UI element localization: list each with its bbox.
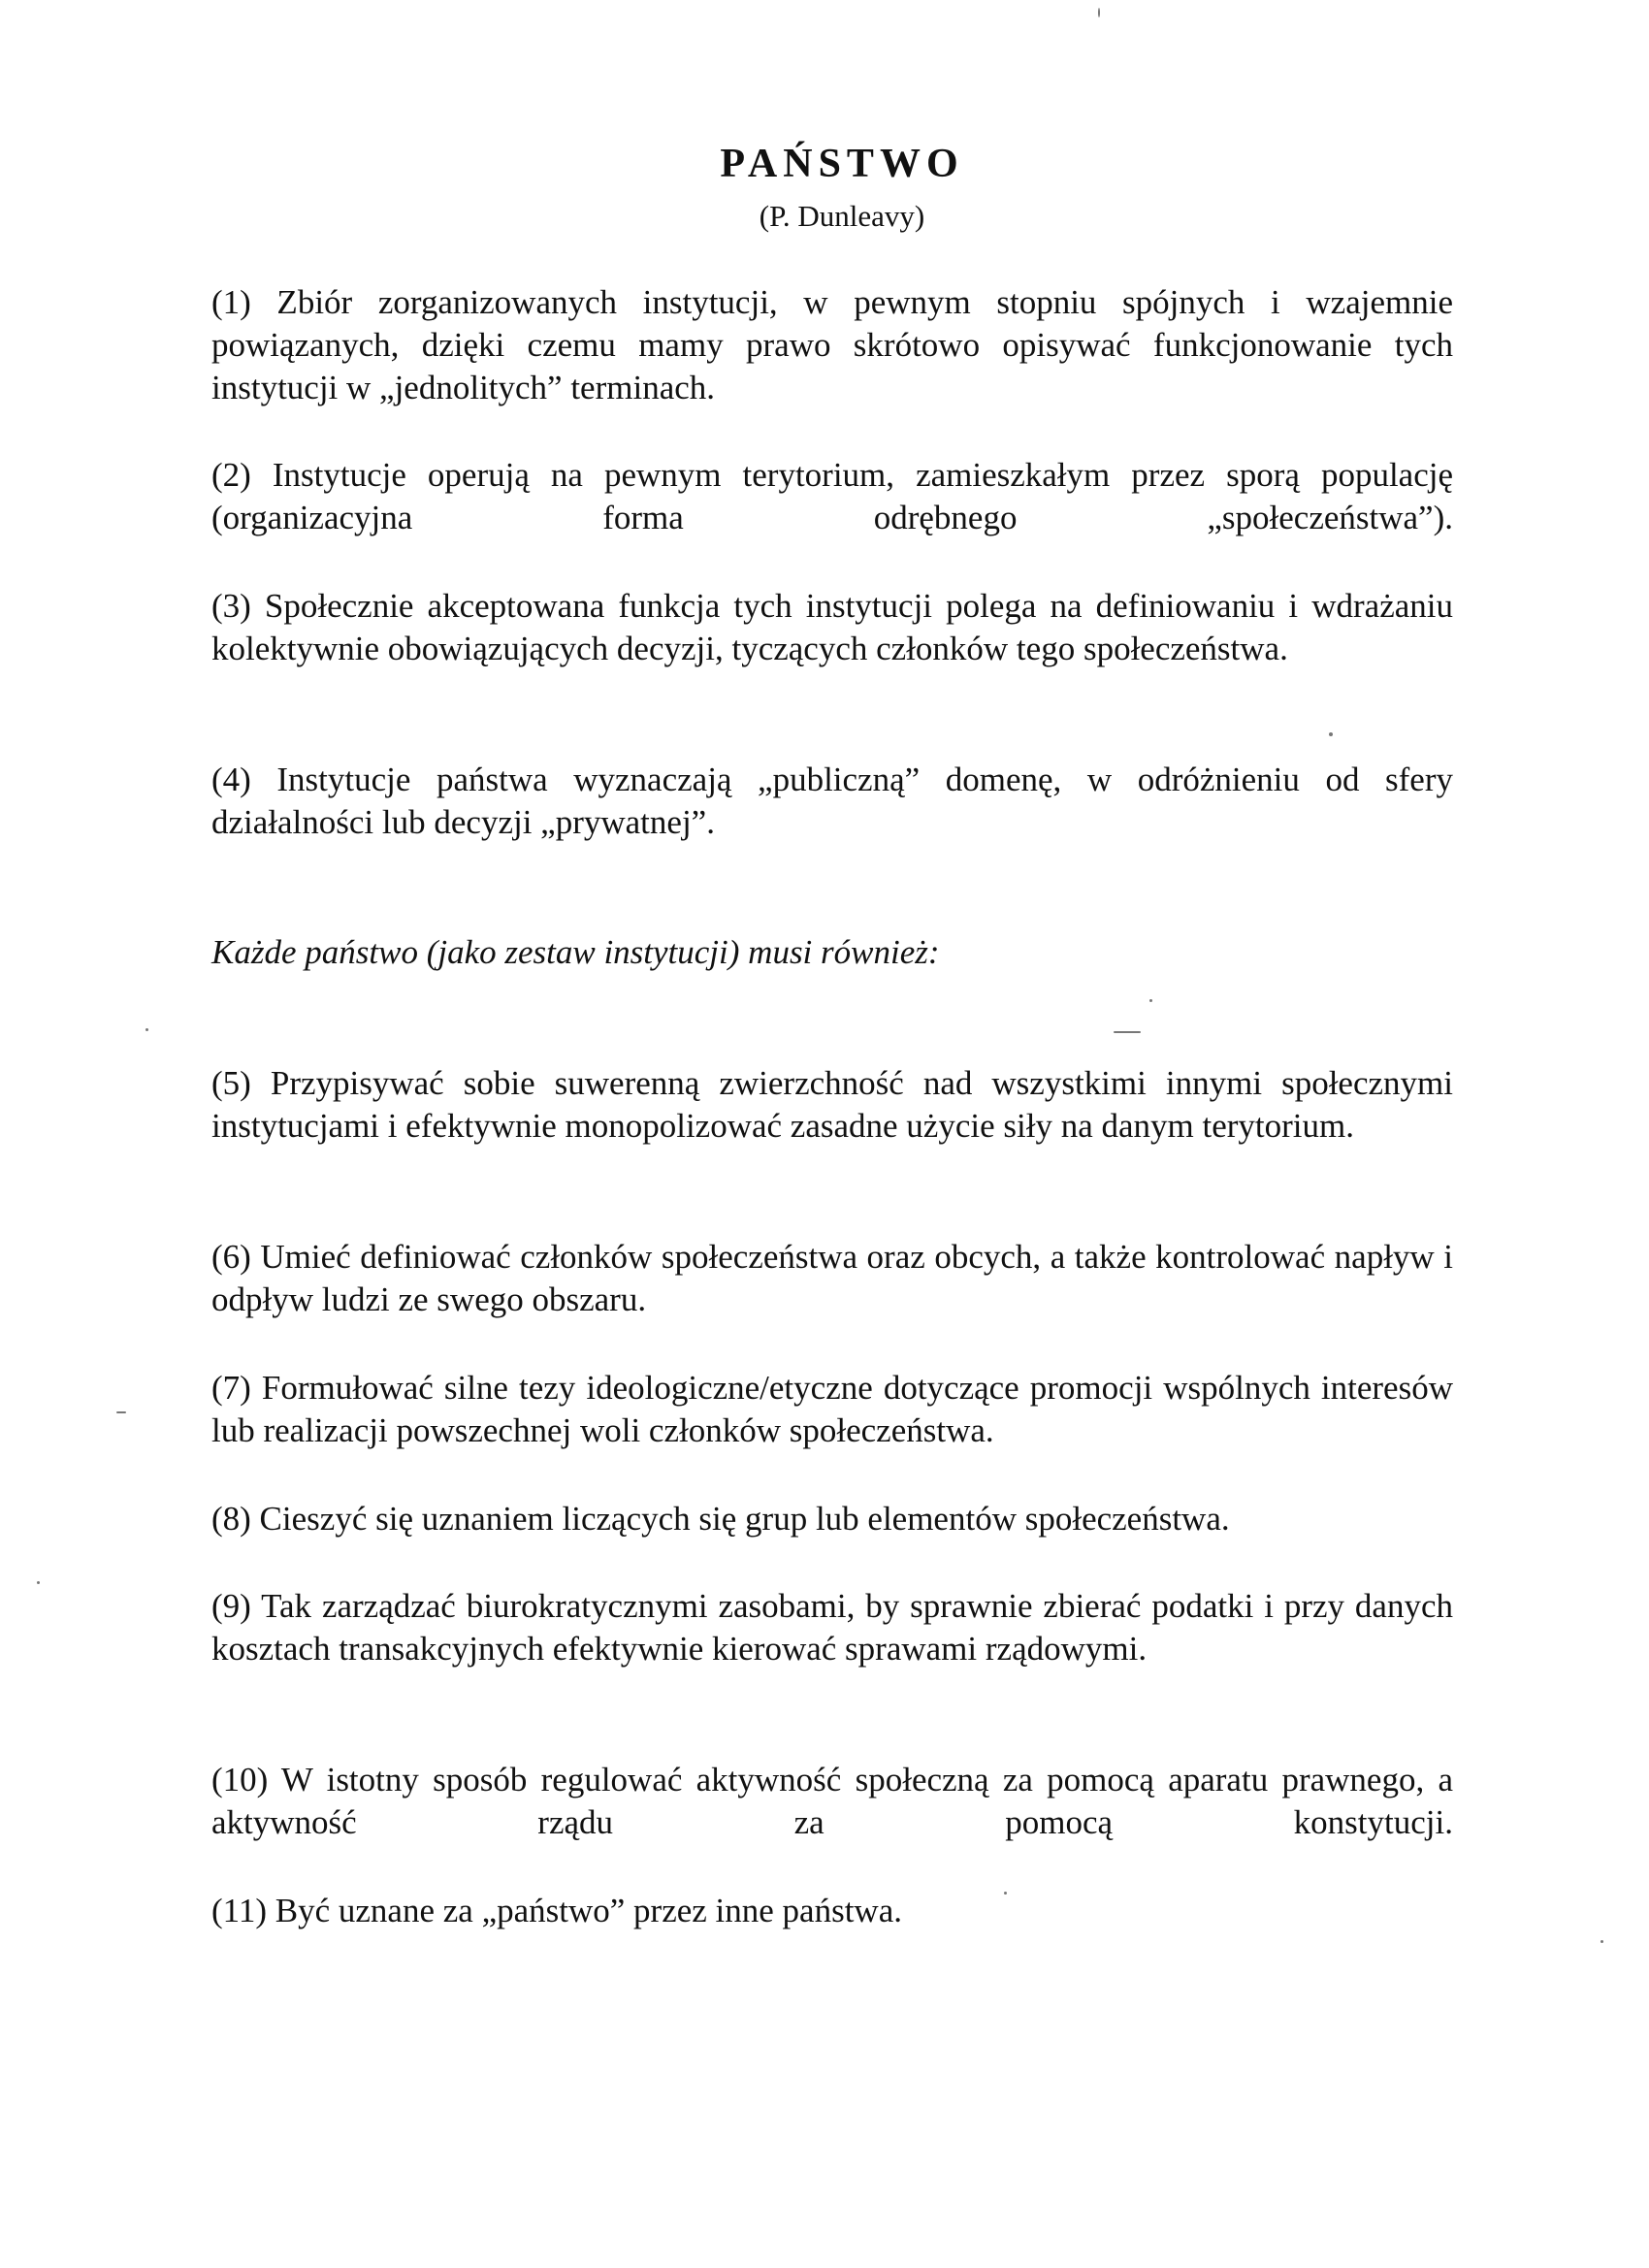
scan-speck: [1114, 1031, 1141, 1033]
requirement-7: (7) Formułować silne tezy ideologiczne/etyczne dotyczące promocji wspólnych interesów lub realizacji powszechnej woli członków społeczeństwa.: [211, 1369, 1453, 1449]
requirement-11: (11) Być uznane za „państwo” przez inne państwa.: [211, 1892, 902, 1929]
requirement-6: (6) Umieć definiować członków społeczeństwa oraz obcych, a także kontrolować napływ i odpływ ludzi ze swego obszaru.: [211, 1238, 1453, 1318]
paragraph-2: (2) Instytucje operują na pewnym terytorium, zamieszkałym przez sporą populację (organizacyjna forma odrębnego „społeczeństwa”).: [211, 456, 1453, 536]
scan-speck: [1149, 999, 1152, 1002]
scan-speck: [146, 1028, 148, 1031]
paragraph-4: (4) Instytucje państwa wyznaczają „publiczną” domenę, w odróżnieniu od sfery działalności lub decyzji „prywatnej”.: [211, 761, 1453, 841]
scan-speck: [1004, 1892, 1007, 1895]
requirement-10: (10) W istotny sposób regulować aktywność społeczną za pomocą aparatu prawnego, a aktywność rządu za pomocą konstytucji.: [211, 1761, 1453, 1841]
requirement-5: (5) Przypisywać sobie suwerenną zwierzchność nad wszystkimi innymi społecznymi instytucjami i efektywnie monopolizować zasadne użycie siły na danym terytorium.: [211, 1064, 1453, 1145]
paragraph-1: (1) Zbiór zorganizowanych instytucji, w pewnym stopniu spójnych i wzajemnie powiązanych, dzięki czemu mamy prawo skrótowo opisywać funkcjonowanie tych instytucji w „jednolitych” terminach.: [211, 283, 1453, 406]
scan-speck: [1329, 732, 1333, 736]
scan-speck: [37, 1581, 40, 1584]
requirements-intro: Każde państwo (jako zestaw instytucji) musi również:: [211, 933, 940, 971]
requirement-9: (9) Tak zarządzać biurokratycznymi zasobami, by sprawnie zbierać podatki i przy danych kosztach transakcyjnych efektywnie kierować sprawami rządowymi.: [211, 1587, 1453, 1668]
scan-speck: [1600, 1940, 1603, 1943]
scan-speck: [1098, 8, 1100, 17]
requirement-8: (8) Cieszyć się uznaniem liczących się grup lub elementów społeczeństwa.: [211, 1500, 1230, 1538]
document-author: (P. Dunleavy): [759, 199, 925, 233]
scan-speck: [116, 1411, 126, 1413]
document-title: PAŃSTWO: [720, 142, 964, 186]
paragraph-3: (3) Społecznie akceptowana funkcja tych instytucji polega na definiowaniu i wdrażaniu kolektywnie obowiązujących decyzji, tyczących członków tego społeczeństwa.: [211, 587, 1453, 667]
